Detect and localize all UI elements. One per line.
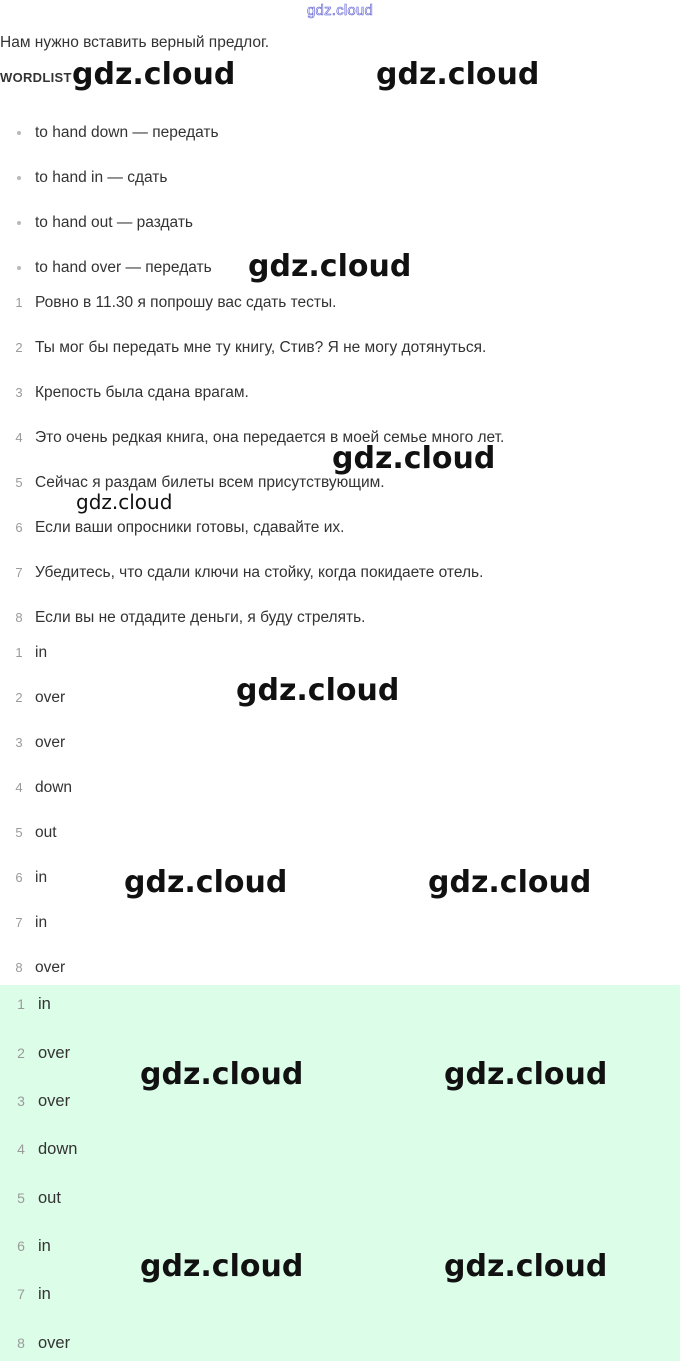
sentence-text: Сейчас я раздам билеты всем присутствующим. bbox=[35, 474, 385, 491]
watermark: gdz.cloud bbox=[140, 1249, 304, 1284]
instruction-text: Нам нужно вставить верный предлог. bbox=[0, 34, 270, 51]
item-number: 6 bbox=[15, 870, 23, 885]
sentence-text: Ты мог бы передать мне ту книгу, Стив? Я не могу дотянуться. bbox=[35, 339, 487, 356]
watermark: gdz.cloud bbox=[72, 57, 236, 92]
watermark: gdz.cloud bbox=[248, 249, 412, 284]
item-number: 3 bbox=[17, 1093, 25, 1109]
sentence-text: Крепость была сдана врагам. bbox=[35, 384, 249, 401]
item-number: 1 bbox=[15, 295, 23, 310]
sentence-text: Убедитесь, что сдали ключи на стойку, когда покидаете отель. bbox=[35, 564, 484, 581]
watermark: gdz.cloud bbox=[376, 57, 540, 92]
watermark: gdz.cloud bbox=[332, 441, 496, 476]
sentence-text: Ровно в 11.30 я попрошу вас сдать тесты. bbox=[35, 294, 337, 311]
item-number: 2 bbox=[15, 340, 23, 355]
watermark: gdz.cloud bbox=[76, 490, 173, 514]
item-number: 4 bbox=[17, 1141, 25, 1157]
answer-text: in bbox=[35, 869, 48, 886]
item-number: 6 bbox=[17, 1238, 25, 1254]
answer-text: over bbox=[35, 689, 66, 706]
bullet-dot bbox=[17, 131, 21, 135]
item-number: 7 bbox=[15, 915, 23, 930]
answer-text: in bbox=[38, 995, 51, 1013]
item-number: 5 bbox=[15, 825, 23, 840]
item-number: 5 bbox=[15, 475, 23, 490]
answer-text: out bbox=[38, 1189, 61, 1207]
bullet-dot bbox=[17, 176, 21, 180]
answer-text: down bbox=[35, 779, 73, 796]
item-number: 7 bbox=[15, 565, 23, 580]
item-number: 2 bbox=[17, 1045, 25, 1061]
watermark: gdz.cloud bbox=[444, 1249, 608, 1284]
item-number: 5 bbox=[17, 1190, 25, 1206]
item-number: 8 bbox=[15, 610, 23, 625]
item-number: 3 bbox=[15, 735, 23, 750]
watermark: gdz.cloud bbox=[444, 1057, 608, 1092]
sentence-text: Если вы не отдадите деньги, я буду стрелять. bbox=[35, 609, 366, 626]
bullet-dot bbox=[17, 221, 21, 225]
answer-text: over bbox=[38, 1092, 71, 1110]
answer-text: over bbox=[38, 1334, 71, 1352]
answer-text: over bbox=[35, 734, 66, 751]
item-number: 1 bbox=[17, 996, 25, 1012]
answer-text: down bbox=[38, 1140, 78, 1158]
answer-text: out bbox=[35, 824, 57, 841]
item-number: 4 bbox=[15, 780, 23, 795]
watermark: gdz.cloud bbox=[428, 865, 592, 900]
site-tag[interactable]: gdz.cloud bbox=[306, 2, 373, 19]
wordlist-item-text: to hand down — передать bbox=[35, 124, 219, 141]
watermark: gdz.cloud bbox=[124, 865, 288, 900]
wordlist-item-text: to hand in — сдать bbox=[35, 169, 168, 186]
sentence-text: Если ваши опросники готовы, сдавайте их. bbox=[35, 519, 345, 536]
item-number: 3 bbox=[15, 385, 23, 400]
highlighted-answers-panel bbox=[0, 985, 680, 1361]
answer-text: over bbox=[38, 1044, 71, 1062]
answer-text: in bbox=[35, 914, 48, 931]
answer-text: in bbox=[38, 1285, 51, 1303]
item-number: 6 bbox=[15, 520, 23, 535]
item-number: 2 bbox=[15, 690, 23, 705]
item-number: 7 bbox=[17, 1286, 25, 1302]
item-number: 1 bbox=[15, 645, 23, 660]
wordlist-item-text: to hand over — передать bbox=[35, 259, 212, 276]
answer-text: in bbox=[35, 644, 48, 661]
bullet-dot bbox=[17, 266, 21, 270]
wordlist-item-text: to hand out — раздать bbox=[35, 214, 194, 231]
sentence-text: Это очень редкая книга, она передается в моей семье много лет. bbox=[35, 429, 505, 446]
answer-text: in bbox=[38, 1237, 51, 1255]
item-number: 4 bbox=[15, 430, 23, 445]
item-number: 8 bbox=[15, 960, 23, 975]
watermark: gdz.cloud bbox=[236, 673, 400, 708]
item-number: 8 bbox=[17, 1335, 25, 1351]
answer-text: over bbox=[35, 959, 66, 976]
wordlist-heading: WORDLIST bbox=[0, 70, 72, 85]
watermark: gdz.cloud bbox=[140, 1057, 304, 1092]
